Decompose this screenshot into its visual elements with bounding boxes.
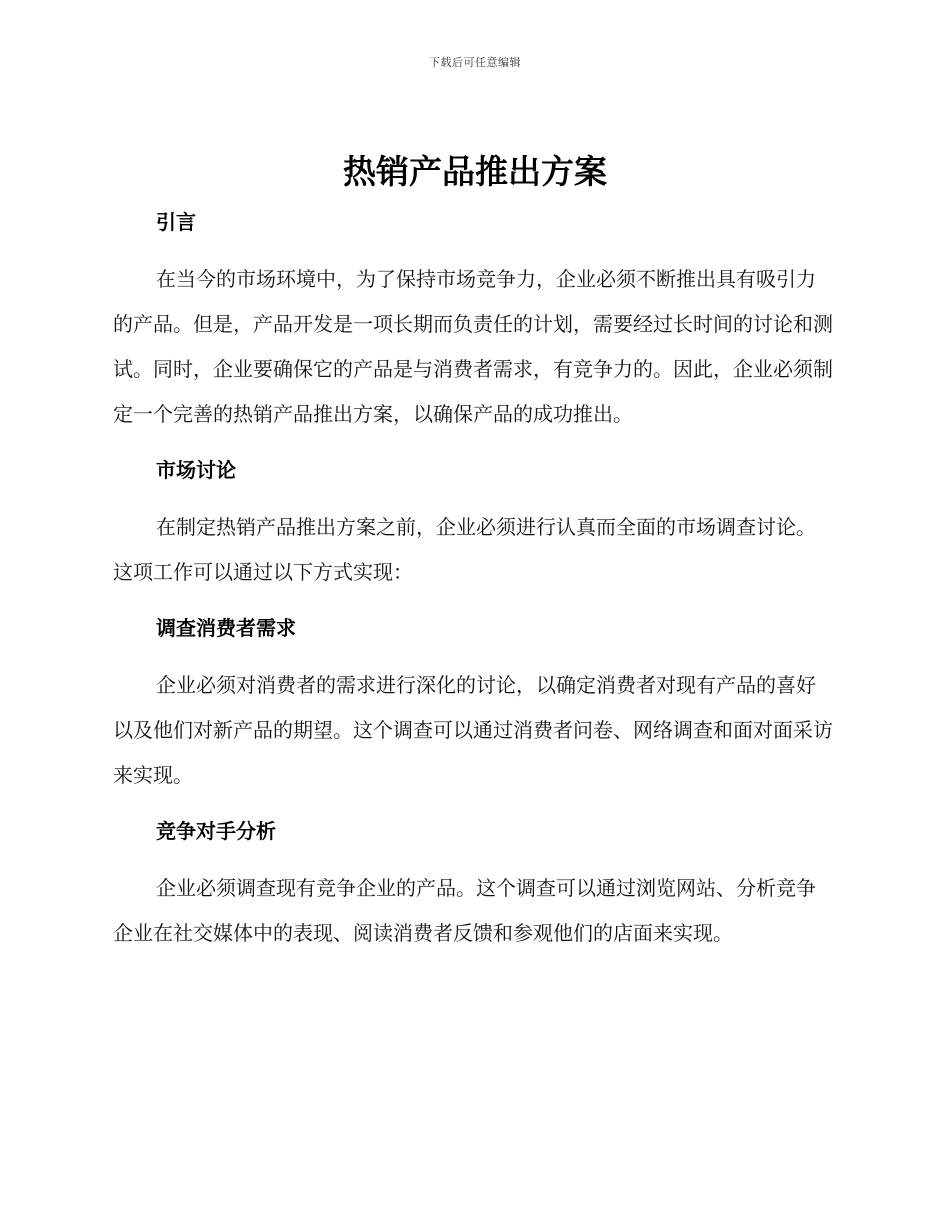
- section-paragraph-introduction: 在当今的市场环境中，为了保持市场竞争力，企业必须不断推出具有吸引力的产品。但是，产品开发是一项长期而负责任的计划，需要经过长时间的讨论和测试。同时，企业要确保它的产品是与消费者需求，有竞争力的。因此，企业必须制定一个完善的热销产品推出方案，以确保产品的成功推出。: [113, 267, 833, 426]
- section-heading-consumer-research: 调查消费者需求: [156, 616, 296, 640]
- section-heading-introduction: 引言: [156, 210, 196, 234]
- section-heading-competitor-analysis: 竞争对手分析: [156, 819, 276, 843]
- document-title: 热销产品推出方案: [343, 152, 607, 191]
- document-body: [113, 200, 833, 956]
- section-heading-market-discussion: 市场讨论: [156, 458, 236, 482]
- section-paragraph-market-discussion: 在制定热销产品推出方案之前，企业必须进行认真而全面的市场调查讨论。这项工作可以通过以下方式实现：: [113, 515, 816, 584]
- section-paragraph-competitor-analysis: 企业必须调查现有竞争企业的产品。这个调查可以通过浏览网站、分析竞争企业在社交媒体中的表现、阅读消费者反馈和参观他们的店面来实现。: [113, 876, 816, 945]
- section-paragraph-consumer-research: 企业必须对消费者的需求进行深化的讨论，以确定消费者对现有产品的喜好以及他们对新产品的期望。这个调查可以通过消费者问卷、网络调查和面对面采访来实现。: [113, 673, 833, 787]
- page-header-note: 下载后可任意编辑: [429, 56, 521, 69]
